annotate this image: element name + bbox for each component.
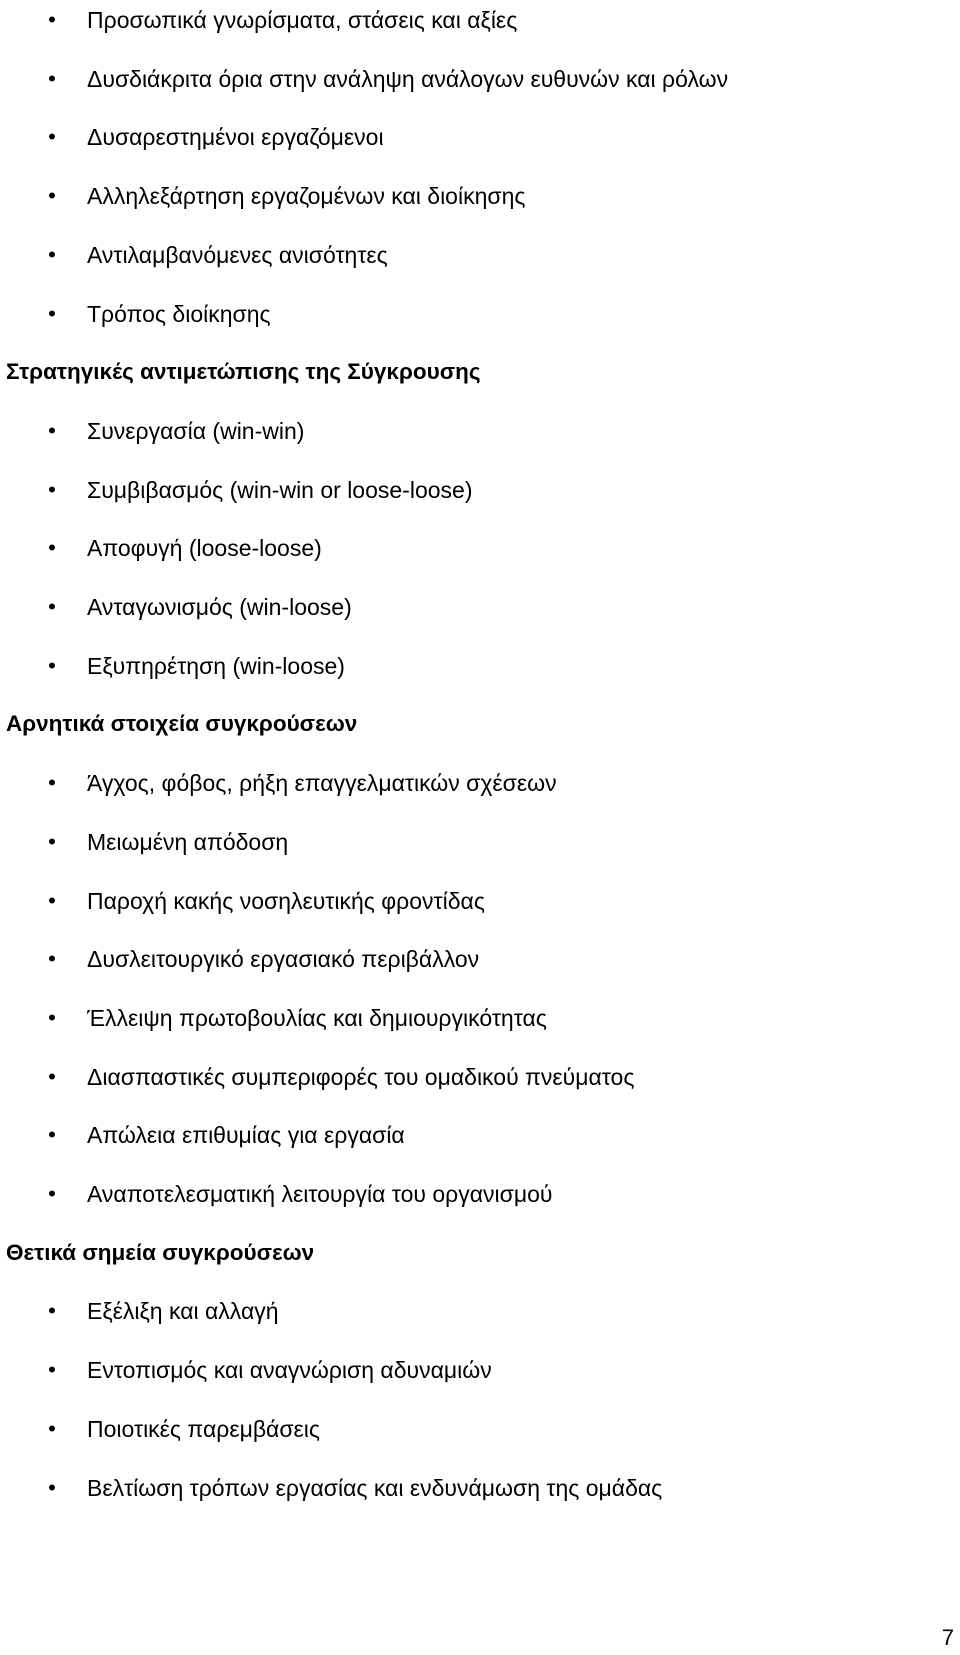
section-heading-text: Αρνητικά στοιχεία συγκρούσεων [6, 711, 358, 737]
section-heading [0, 1233, 960, 1273]
bullet-icon: • [48, 1298, 56, 1324]
list-item [0, 939, 960, 979]
list-item-text: Παροχή κακής νοσηλευτικής φροντίδας [87, 887, 485, 914]
list-item [0, 117, 960, 157]
list-item-text: Δυσαρεστημένοι εργαζόμενοι [87, 124, 384, 151]
list-item-text: Δυσλειτουργικό εργασιακό περιβάλλον [87, 946, 480, 973]
list-item-text: Εντοπισμός και αναγνώριση αδυναμιών [87, 1357, 492, 1384]
list-item [0, 59, 960, 99]
bullet-icon: • [48, 652, 56, 678]
bullet-icon: • [48, 946, 56, 972]
list-item-text: Έλλειψη πρωτοβουλίας και δημιουργικότητας [87, 1004, 547, 1031]
section-heading [0, 704, 960, 744]
list-item [0, 1115, 960, 1155]
list-item-text: Αποφυγή (loose-loose) [87, 535, 322, 562]
bullet-icon: • [48, 1004, 56, 1030]
list-item-text: Αλληλεξάρτηση εργαζομένων και διοίκησης [87, 183, 526, 210]
page-number: 7 [941, 1625, 954, 1650]
list-item [0, 1350, 960, 1390]
list-item [0, 646, 960, 686]
list-item [0, 470, 960, 510]
bullet-icon: • [48, 417, 56, 443]
bullet-icon: • [48, 1181, 56, 1206]
list-item-text: Άγχος, φόβος, ρήξη επαγγελματικών σχέσεων [87, 770, 557, 797]
list-item [0, 1409, 960, 1449]
list-item-text: Δυσδιάκριτα όρια στην ανάληψη ανάλογων ευθυνών και ρόλων [87, 65, 729, 92]
bullet-icon: • [48, 1415, 56, 1441]
section-heading [0, 352, 960, 392]
bullet-icon: • [48, 183, 56, 209]
list-item [0, 1174, 960, 1214]
list-item [0, 881, 960, 921]
list-item-text: Διασπαστικές συμπεριφορές του ομαδικού πνεύματος [87, 1063, 635, 1090]
list-item [0, 1291, 960, 1331]
bullet-icon: • [48, 594, 56, 619]
list-item [0, 411, 960, 451]
bullet-icon: • [48, 300, 56, 326]
bullet-icon: • [48, 887, 56, 913]
list-item [0, 176, 960, 216]
bullet-icon: • [48, 828, 56, 854]
bullet-icon: • [48, 7, 56, 32]
bullet-icon: • [48, 124, 56, 150]
bullet-icon: • [48, 1122, 56, 1148]
bullet-icon: • [48, 535, 56, 561]
list-item [0, 822, 960, 862]
list-item-text: Ποιοτικές παρεμβάσεις [87, 1415, 320, 1442]
bullet-icon: • [48, 1357, 56, 1383]
section-heading-text: Στρατηγικές αντιμετώπισης της Σύγκρουσης [6, 359, 481, 385]
list-item [0, 763, 960, 803]
section-heading-text: Θετικά σημεία συγκρούσεων [6, 1239, 315, 1265]
list-item-text: Εξυπηρέτηση (win-loose) [87, 652, 345, 679]
list-item-text: Προσωπικά γνωρίσματα, στάσεις και αξίες [87, 7, 518, 33]
list-item-text: Ανταγωνισμός (win-loose) [87, 594, 352, 620]
list-item-text: Μειωμένη απόδοση [87, 828, 289, 855]
bullet-icon: • [48, 770, 56, 796]
bullet-icon: • [48, 476, 56, 502]
list-item [0, 998, 960, 1038]
list-item-text: Εξέλιξη και αλλαγή [87, 1298, 279, 1325]
list-item-text: Αντιλαμβανόμενες ανισότητες [87, 241, 388, 268]
bullet-icon: • [48, 1063, 56, 1089]
list-item-text: Αναποτελεσματική λειτουργία του οργανισμού [87, 1181, 553, 1207]
list-item [0, 1468, 960, 1508]
list-item-text: Συμβιβασμός (win-win or loose-loose) [87, 476, 473, 503]
list-item [0, 294, 960, 334]
list-item-text: Απώλεια επιθυμίας για εργασία [87, 1122, 405, 1149]
list-item-text: Βελτίωση τρόπων εργασίας και ενδυνάμωση της ομάδας [87, 1474, 663, 1501]
list-item-text: Τρόπος διοίκησης [87, 300, 271, 327]
list-item [0, 1057, 960, 1097]
bullet-icon: • [48, 241, 56, 267]
list-item [0, 0, 960, 40]
bullet-icon: • [48, 1474, 56, 1500]
list-item [0, 587, 960, 627]
list-item [0, 235, 960, 275]
list-item-text: Συνεργασία (win-win) [87, 417, 305, 444]
bullet-icon: • [48, 65, 56, 91]
list-item [0, 528, 960, 568]
